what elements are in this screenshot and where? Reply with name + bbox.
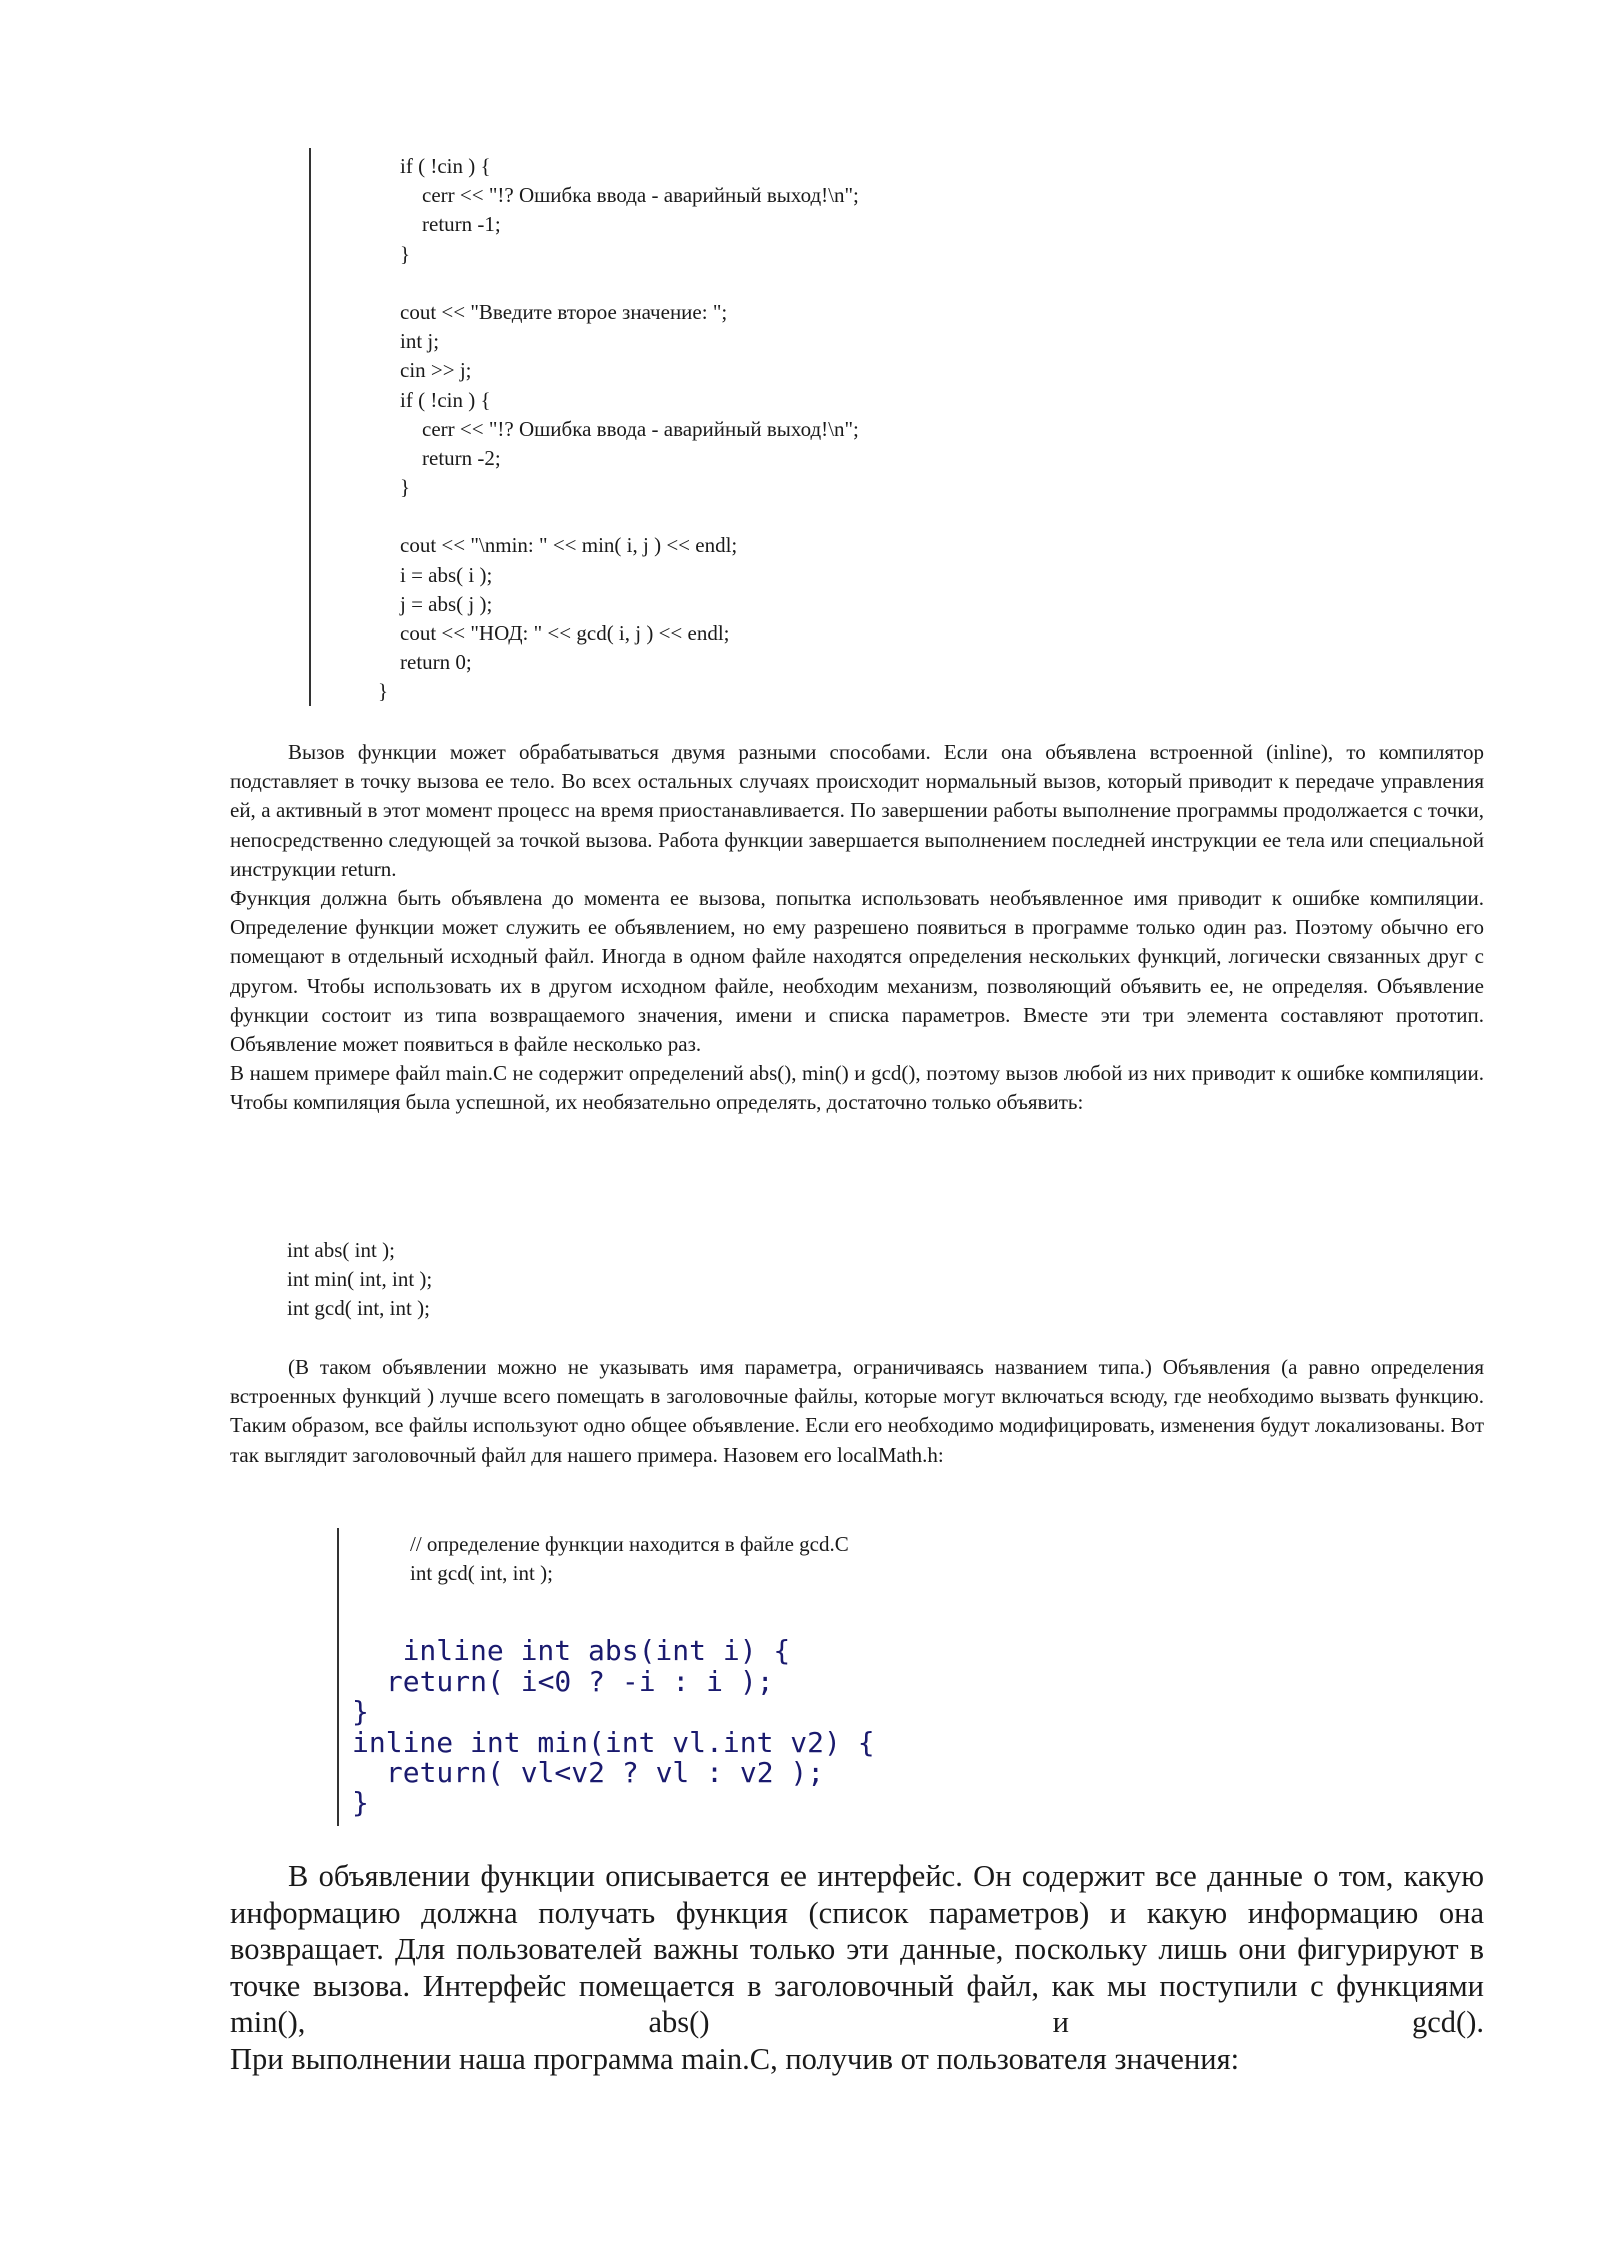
code-line: } — [378, 679, 389, 704]
mono-code-line: } — [352, 1695, 369, 1729]
mono-code-line: return( i<0 ? -i : i ); — [369, 1664, 774, 1698]
declarations-block — [287, 1236, 432, 1324]
code-block-1 — [378, 152, 859, 707]
code-line: i = abs( i ); — [400, 562, 493, 587]
code-line: cerr << "!? Ошибка ввода - аварийный выход!\n"; — [422, 416, 859, 441]
code-line: int j; — [400, 329, 440, 354]
body-paragraph-3 — [230, 1858, 1484, 2078]
mono-code-line: inline int abs(int i) { — [352, 1634, 791, 1668]
code-block-2-bar — [337, 1528, 339, 1826]
mono-code-line: return( vl<v2 ? vl : v2 ); — [369, 1755, 825, 1789]
paragraph-text: В объявлении функции описывается ее интерфейс. Он содержит все данные о том, какую информацию должна получать функция (список параметров) и какую информацию она возвращает. Для пользователей важны только эти данные, поскольку лишь они фигурируют в точке вызова. Интерфейс помещается в заголовочный файл, как мы поступили с функциями min(), abs() и gcd(). — [230, 1859, 1484, 2040]
code-line: cin >> j; — [400, 358, 472, 383]
code-line: j = abs( j ); — [400, 591, 493, 616]
code-comment: // определение функции находится в файле gcd.C — [410, 1532, 849, 1556]
body-paragraph-1 — [230, 738, 1484, 1118]
code-line: return -2; — [422, 445, 501, 470]
code-line — [378, 502, 859, 531]
declaration-line: int gcd( int, int ); — [287, 1296, 430, 1321]
code-line: return -1; — [422, 212, 501, 237]
paragraph-text: В нашем примере файл main.C не содержит определений abs(), min() и gcd(), поэтому вызов любой из них приводит к ошибке компиляции. Чтобы компиляция была успешной, их необязательно определять, достаточно только объявить: — [230, 1061, 1484, 1115]
code-line — [378, 269, 859, 298]
code-block-2 — [352, 1530, 875, 1819]
code-line: cout << "\nmin: " << min( i, j ) << endl; — [400, 533, 738, 558]
code-line: cerr << "!? Ошибка ввода - аварийный выход!\n"; — [422, 183, 859, 208]
code-line: if ( !cin ) { — [400, 154, 491, 178]
paragraph-text: Вызов функции может обрабатываться двумя разными способами. Если она объявлена встроенной (inline), то компилятор подставляет в точку вызова ее тело. Во всех остальных случаях происходит нормальный вызов, который приводит к передаче управления ей, а активный в этот момент процесс на время приостанавливается. По завершении работы выполнение программы продолжается с точки, непосредственно следующей за точкой вызова. Работа функции завершается выполнением последней инструкции ее тела или специальной инструкции return. — [230, 740, 1484, 881]
code-line: return 0; — [400, 650, 472, 675]
body-paragraph-2 — [230, 1353, 1484, 1470]
code-line: } — [400, 475, 411, 500]
paragraph-last-line: При выполнении наша программа main.C, получив от пользователя значения: — [230, 2041, 1240, 2076]
declaration-line: int min( int, int ); — [287, 1267, 433, 1292]
code-line: if ( !cin ) { — [400, 387, 491, 412]
declaration-line: int abs( int ); — [287, 1238, 395, 1262]
mono-code-line: } — [352, 1786, 369, 1820]
code-line: cout << "НОД: " << gcd( i, j ) << endl; — [400, 621, 730, 645]
code-line: cout << "Введите второе значение: "; — [400, 299, 728, 324]
paragraph-text: Функция должна быть объявлена до момента ее вызова, попытка использовать необъявленное имя приводит к ошибке компиляции. Определение функции может служить ее объявлением, но ему разрешено появиться в программе только один раз. Поэтому обычно его помещают в отдельный исходный файл. Иногда в одном файле находятся определения нескольких функций, логически связанных друг с другом. Чтобы использовать их в другом исходном файле, необходим механизм, позволяющий объявить ее, не определяя. Объявление функции состоит из типа возвращаемого значения, имени и списка параметров. Вместе эти три элемента составляют прототип. Объявление может появиться в файле несколько раз. — [230, 886, 1484, 1057]
code-block-1-bar — [309, 148, 311, 706]
mono-code-line: inline int min(int vl.int v2) { — [352, 1725, 875, 1759]
code-line: } — [400, 241, 411, 266]
code-line: int gcd( int, int ); — [410, 1561, 553, 1586]
paragraph-text: (В таком объявлении можно не указывать имя параметра, ограничиваясь названием типа.) Объявления (а равно определения встроенных функций ) лучше всего помещать в заголовочные файлы, которые могут включаться всюду, где необходимо вызвать функцию. Таким образом, все файлы используют одно общее объявление. Если его необходимо модифицировать, изменения будут локализованы. Вот так выглядит заголовочный файл для нашего примера. Назовем его localMath.h: — [230, 1355, 1484, 1467]
